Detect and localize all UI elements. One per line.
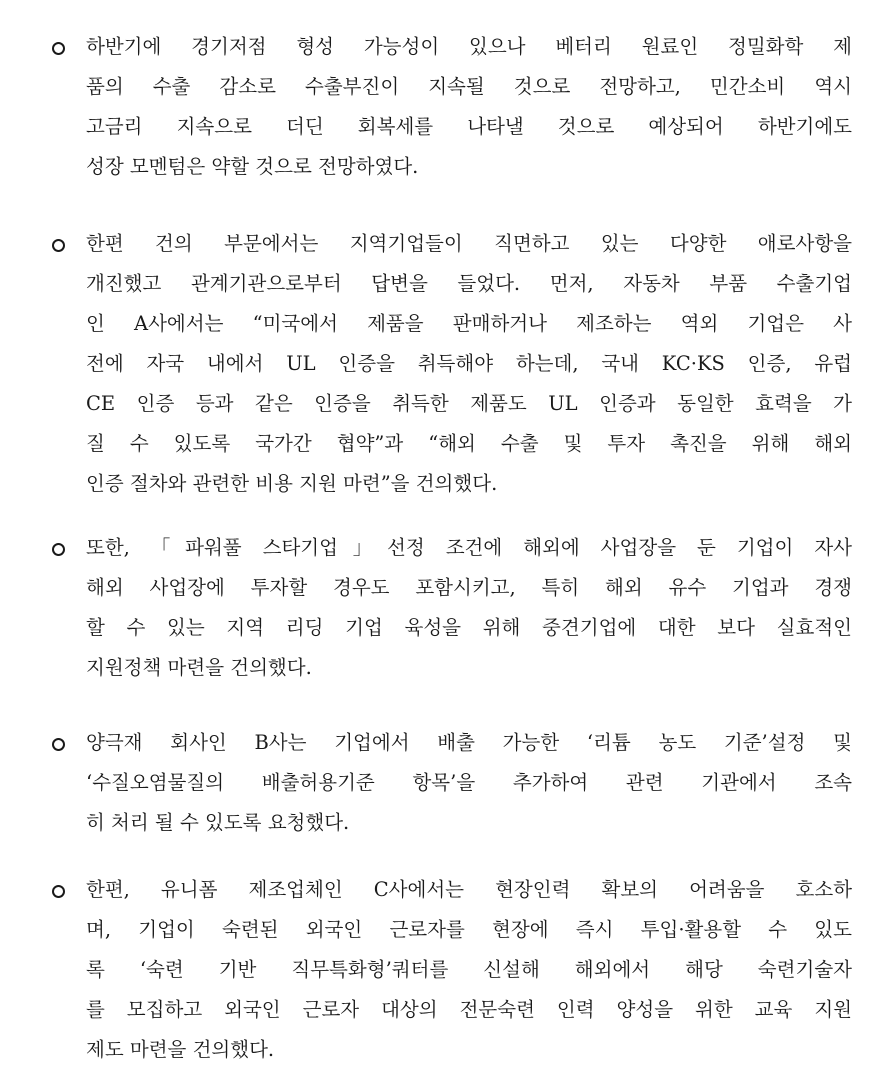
paragraph-line: CE 인증 등과 같은 인증을 취득한 제품도 UL 인증과 동일한 효력을 가 (86, 392, 852, 415)
bullet-paragraph (52, 875, 852, 1065)
paragraph-line: 전에 자국 내에서 UL 인증을 취득해야 하는데, 국내 KC·KS 인증, 유럽 (86, 352, 852, 375)
bullet-paragraph (52, 229, 852, 499)
circle-bullet-icon (52, 885, 65, 898)
paragraph-line: 고금리 지속으로 더딘 회복세를 나타낼 것으로 예상되어 하반기에도 (86, 115, 852, 138)
paragraph-line: ‘수질오염물질의 배출허용기준 항목’을 추가하여 관련 기관에서 조속 (86, 771, 852, 794)
paragraph-line: 인 A사에서는 “미국에서 제품을 판매하거나 제조하는 역외 기업은 사 (86, 312, 852, 335)
paragraph-line: 며, 기업이 숙련된 외국인 근로자를 현장에 즉시 투입·활용할 수 있도 (86, 918, 852, 941)
paragraph-line: 지원정책 마련을 건의했다. (86, 656, 312, 679)
paragraph-line: 품의 수출 감소로 수출부진이 지속될 것으로 전망하고, 민간소비 역시 (86, 75, 852, 98)
circle-bullet-icon (52, 42, 65, 55)
paragraph-line: 개진했고 관계기관으로부터 답변을 들었다. 먼저, 자동차 부품 수출기업 (86, 272, 852, 295)
paragraph-line: 성장 모멘텀은 약할 것으로 전망하였다. (86, 155, 419, 178)
bullet-paragraph (52, 728, 852, 838)
paragraph-line: 할 수 있는 지역 리딩 기업 육성을 위해 중견기업에 대한 보다 실효적인 (86, 616, 852, 639)
paragraph-line: 제도 마련을 건의했다. (86, 1038, 275, 1061)
paragraph-line: 한편 건의 부문에서는 지역기업들이 직면하고 있는 다양한 애로사항을 (86, 232, 852, 255)
paragraph-line: 한편, 유니폼 제조업체인 C사에서는 현장인력 확보의 어려움을 호소하 (86, 878, 852, 901)
paragraph-line: 하반기에 경기저점 형성 가능성이 있으나 베터리 원료인 정밀화학 제 (86, 35, 852, 58)
circle-bullet-icon (52, 738, 65, 751)
bullet-paragraph (52, 533, 852, 683)
circle-bullet-icon (52, 543, 65, 556)
paragraph-line: 또한, 「파워풀 스타기업」선정 조건에 해외에 사업장을 둔 기업이 자사 (86, 536, 852, 559)
paragraph-line: 해외 사업장에 투자할 경우도 포함시키고, 특히 해외 유수 기업과 경쟁 (86, 576, 852, 599)
paragraph-line: 히 처리 될 수 있도록 요청했다. (86, 811, 350, 834)
paragraph-line: 인증 절차와 관련한 비용 지원 마련”을 건의했다. (86, 472, 498, 495)
paragraph-line: 양극재 회사인 B사는 기업에서 배출 가능한 ‘리튬 농도 기준’설정 및 (86, 731, 852, 754)
circle-bullet-icon (52, 239, 65, 252)
bullet-paragraph (52, 32, 852, 182)
paragraph-line: 질 수 있도록 국가간 협약”과 “해외 수출 및 투자 촉진을 위해 해외 (86, 432, 852, 455)
paragraph-line: 록 ‘숙련 기반 직무특화형’쿼터를 신설해 해외에서 해당 숙련기술자 (86, 958, 852, 981)
paragraph-line: 를 모집하고 외국인 근로자 대상의 전문숙련 인력 양성을 위한 교육 지원 (86, 998, 852, 1021)
